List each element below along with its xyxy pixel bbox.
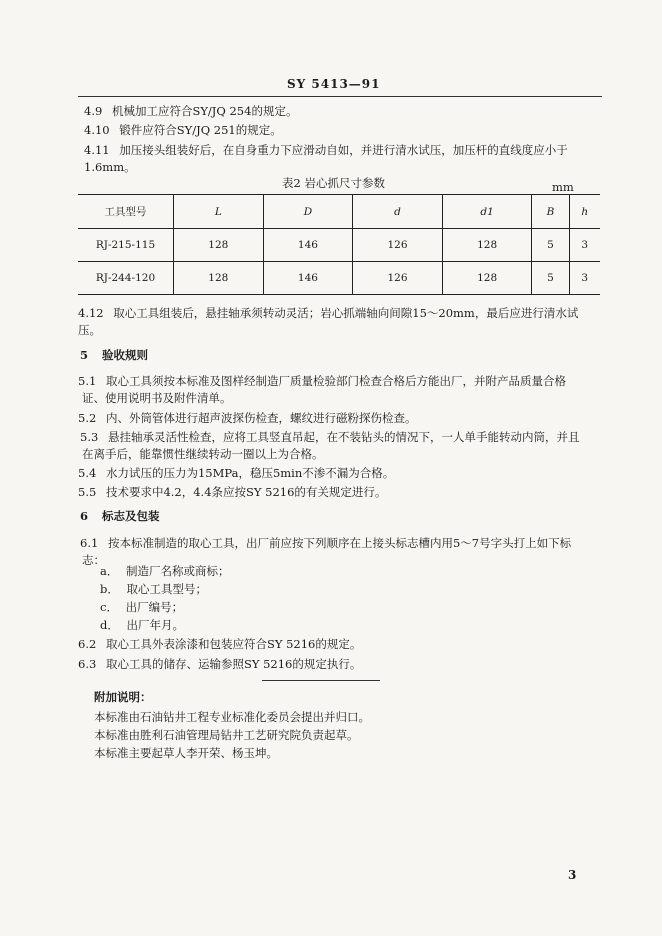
sub-item-letter: c． — [100, 600, 118, 614]
clause-4-11 — [84, 143, 568, 158]
col-header-L: L — [174, 195, 264, 229]
clause-5-1 — [78, 374, 566, 389]
sub-item-c — [100, 600, 183, 615]
table-caption: 表2 岩心抓尺寸参数 — [282, 176, 385, 190]
clause-6-2 — [78, 637, 361, 652]
col-header-d1: d1 — [442, 195, 532, 229]
section-title: 验收规则 — [102, 348, 149, 362]
cell-L: 128 — [174, 262, 264, 295]
table-header-row — [78, 195, 600, 229]
cell-model: RJ-215-115 — [78, 229, 174, 262]
sub-item-letter: d． — [100, 618, 119, 632]
clause-6-1-continuation: 志： — [82, 553, 105, 567]
clause-5-3-continuation: 在离手后，能靠惯性继续转动一圈以上为合格。 — [82, 447, 324, 461]
col-header-h: h — [569, 195, 600, 229]
col-header-d: d — [353, 195, 443, 229]
clause-text: 锻件应符合SY/JQ 251的规定。 — [119, 123, 282, 137]
cell-d1: 128 — [442, 262, 532, 295]
sub-item-a — [100, 564, 230, 579]
clause-number: 6.1 — [80, 536, 99, 550]
cell-d: 126 — [353, 229, 443, 262]
col-header-B: B — [532, 195, 569, 229]
sub-item-d — [100, 618, 184, 633]
cell-model: RJ-244-120 — [95, 272, 156, 284]
col-header-model: 工具型号 — [78, 195, 174, 229]
clause-5-2 — [78, 411, 416, 426]
clause-4-11-continuation: 1.6mm。 — [84, 160, 136, 174]
clause-text: 按本标准制造的取心工具，出厂前应按下列顺序在上接头标志槽内用5～7号字头打上如下标 — [107, 536, 572, 550]
appendix-line: 本标准由胜利石油管理局钻井工艺研究院负责起草。 — [94, 728, 359, 742]
page-number: 3 — [568, 868, 577, 882]
section-5-heading — [80, 348, 148, 363]
clause-number: 5.4 — [78, 466, 97, 480]
clause-number: 6.2 — [78, 637, 97, 651]
clause-4-9 — [84, 104, 297, 119]
clause-4-12 — [78, 306, 578, 321]
clause-5-3 — [80, 430, 579, 445]
section-number: 5 — [80, 348, 89, 362]
clause-number: 5.3 — [80, 430, 99, 444]
cell-L: 128 — [174, 229, 264, 262]
clause-number: 4.11 — [84, 143, 110, 157]
cell-d: 126 — [353, 262, 443, 295]
table-unit: mm — [552, 180, 574, 194]
sub-item-text: 出厂年月。 — [126, 618, 185, 632]
clause-number: 5.2 — [78, 411, 97, 425]
clause-5-1-continuation: 证、使用说明书及附件清单。 — [82, 391, 232, 405]
sub-item-letter: b． — [100, 582, 119, 596]
clause-text: 取心工具组装后，悬挂轴承须转动灵活；岩心抓端轴向间隙15～20mm，最后应进行清水试 — [113, 306, 579, 320]
clause-text: 悬挂轴承灵活性检查，应将工具竖直吊起，在不装钻头的情况下，一人单手能转动内筒，并且 — [107, 430, 580, 444]
clause-6-3 — [78, 657, 361, 672]
clause-4-12-continuation: 压。 — [78, 323, 101, 337]
clause-text: 取心工具外表涂漆和包装应符合SY 5216的规定。 — [105, 637, 362, 651]
appendix-title: 附加说明： — [94, 690, 152, 704]
clause-6-1 — [80, 536, 571, 551]
cell-B: 5 — [532, 229, 569, 262]
cell-h: 3 — [569, 229, 600, 262]
sub-item-text: 出厂编号； — [125, 600, 184, 614]
clause-text: 加压接头组装好后，在自身重力下应滑动自如，并进行清水试压，加压杆的直线度应小于 — [119, 143, 568, 157]
appendix-rule — [262, 680, 380, 681]
clause-text: 内、外筒管体进行超声波探伤检查，螺纹进行磁粉探伤检查。 — [105, 411, 417, 425]
section-number: 6 — [80, 509, 89, 523]
clause-number: 4.9 — [84, 104, 103, 118]
clause-text: 技术要求中4.2，4.4条应按SY 5216的有关规定进行。 — [105, 485, 387, 499]
cell-D: 146 — [263, 229, 353, 262]
cell-B: 5 — [532, 262, 569, 295]
sub-item-letter: a． — [100, 564, 119, 578]
standard-number: SY 5413—91 — [287, 77, 381, 91]
clause-number: 4.12 — [78, 306, 104, 320]
cell-h: 3 — [569, 262, 600, 295]
clause-5-5 — [78, 485, 386, 500]
sub-item-text: 制造厂名称或商标； — [126, 564, 230, 578]
sub-item-b — [100, 582, 207, 597]
appendix-line: 本标准由石油钻井工程专业标准化委员会提出并归口。 — [94, 710, 370, 724]
clause-text: 取心工具须按本标准及图样经制造厂质量检验部门检查合格后方能出厂，并附产品质量合格 — [105, 374, 566, 388]
clause-number: 6.3 — [78, 657, 97, 671]
clause-number: 5.1 — [78, 374, 97, 388]
clause-text: 机械加工应符合SY/JQ 254的规定。 — [111, 104, 298, 118]
dimension-table — [78, 194, 600, 295]
clause-5-4 — [78, 466, 394, 481]
sub-item-text: 取心工具型号； — [126, 582, 208, 596]
table-row — [78, 229, 600, 262]
clause-4-10 — [84, 123, 282, 138]
col-header-D: D — [263, 195, 353, 229]
cell-d1: 128 — [442, 229, 532, 262]
cell-D: 146 — [263, 262, 353, 295]
clause-number: 4.10 — [84, 123, 110, 137]
table-row — [78, 262, 600, 295]
section-6-heading — [80, 509, 160, 524]
clause-text: 水力试压的压力为15MPa，稳压5min不渗不漏为合格。 — [105, 466, 395, 480]
appendix-line: 本标准主要起草人李开荣、杨玉坤。 — [94, 746, 278, 760]
clause-text: 取心工具的储存、运输参照SY 5216的规定执行。 — [105, 657, 362, 671]
clause-number: 5.5 — [78, 485, 97, 499]
header-rule — [78, 96, 602, 97]
section-title: 标志及包装 — [102, 509, 160, 523]
